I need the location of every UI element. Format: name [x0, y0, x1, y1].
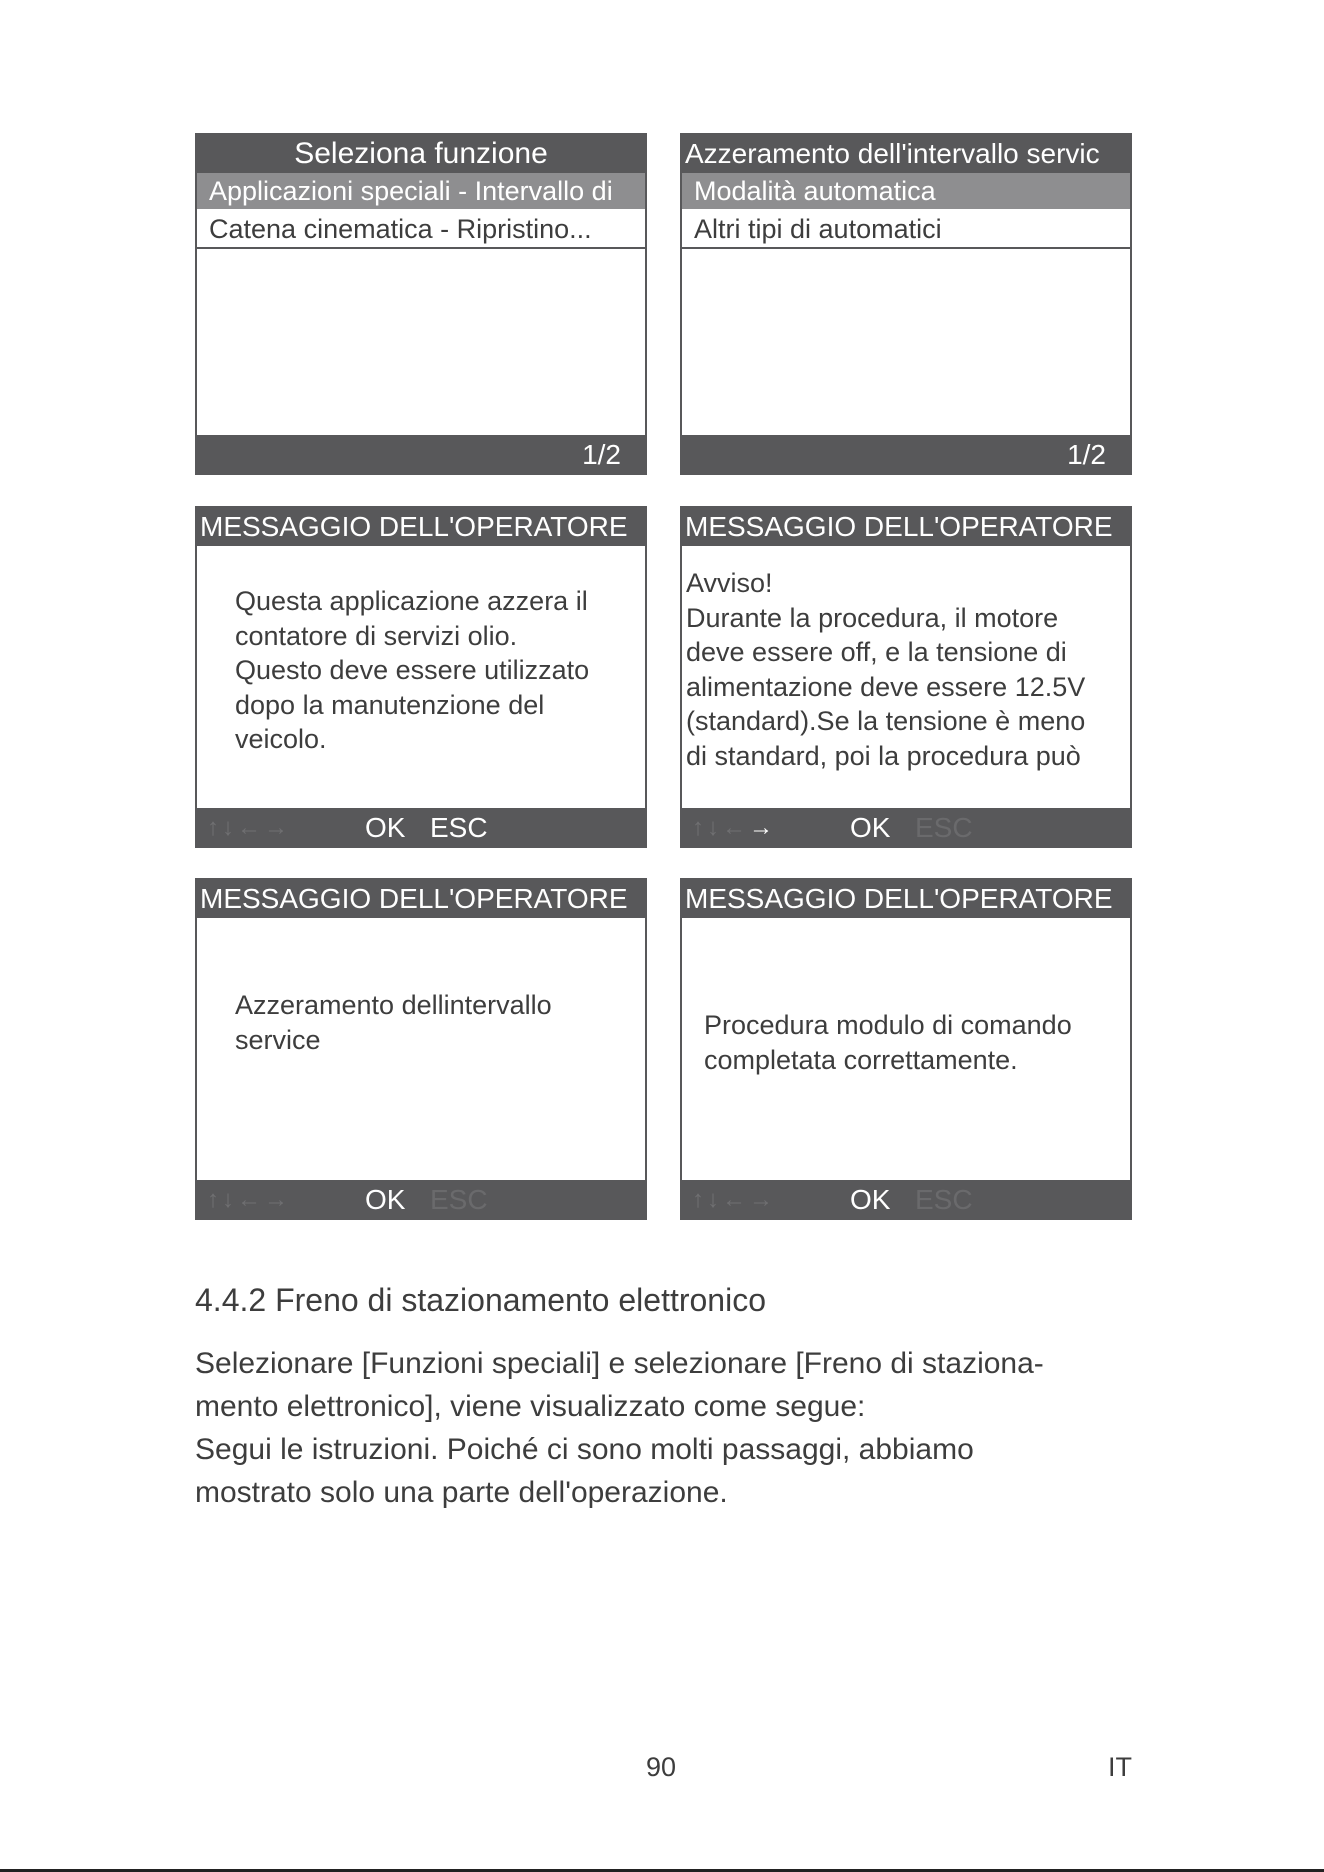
paragraph-line: mento elettronico], viene visualizzato come segue:: [195, 1390, 866, 1423]
menu-item-special-applications[interactable]: Applicazioni speciali - Intervallo di: [197, 173, 645, 211]
language-code: IT: [1108, 1752, 1132, 1782]
screen-title: MESSAGGIO DELL'OPERATORE: [685, 511, 1113, 542]
screen-footer: [195, 1180, 647, 1220]
paragraph-line: Selezionare [Funzioni speciali] e selezionare [Freno di staziona-: [195, 1347, 1044, 1380]
screen-operator-message-complete: [680, 878, 1132, 1220]
nav-arrows: [692, 1180, 776, 1220]
menu-list: [197, 173, 645, 435]
esc-button[interactable]: ESC: [430, 812, 488, 843]
ok-button[interactable]: OK: [365, 1184, 406, 1215]
message-body: [682, 546, 1130, 808]
screen-operator-message-reset: [195, 878, 647, 1220]
screen-title: Seleziona funzione: [294, 137, 548, 170]
arrow-right-icon[interactable]: →: [749, 814, 776, 841]
arrow-down-icon: ↓: [707, 814, 722, 841]
message-text: Procedura modulo di comando completata correttamente.: [704, 1010, 1072, 1075]
screen-footer: [680, 1180, 1132, 1220]
message-body: [682, 918, 1130, 1180]
menu-item-automatic-mode[interactable]: Modalità automatica: [682, 173, 1130, 211]
menu-item-other-automatic[interactable]: Altri tipi di automatici: [682, 211, 1130, 249]
arrow-up-icon: ↑: [207, 814, 222, 841]
screen-footer: [195, 808, 647, 848]
message-body: [197, 918, 645, 1180]
screen-title: MESSAGGIO DELL'OPERATORE: [200, 511, 628, 542]
arrow-right-icon: →: [749, 1186, 776, 1213]
screen-operator-message-warning: [680, 506, 1132, 848]
arrow-right-icon: →: [264, 814, 291, 841]
screen-title: MESSAGGIO DELL'OPERATORE: [200, 883, 628, 914]
screen-title: Azzeramento dell'intervallo servic: [685, 138, 1100, 169]
ok-button[interactable]: OK: [850, 812, 891, 843]
arrow-up-icon: ↑: [692, 814, 707, 841]
ok-button[interactable]: OK: [850, 1184, 891, 1215]
screen-operator-message-info: [195, 506, 647, 848]
paragraph-line: Segui le istruzioni. Poiché ci sono molti passaggi, abbiamo: [195, 1433, 974, 1466]
message-body: [197, 546, 645, 808]
arrow-right-icon: →: [264, 1186, 291, 1213]
nav-arrows: [207, 808, 291, 848]
page-number: 90: [646, 1752, 677, 1782]
nav-arrows: [692, 808, 776, 848]
arrow-left-icon: ←: [722, 814, 749, 841]
esc-button: ESC: [430, 1184, 488, 1215]
menu-list: [682, 173, 1130, 435]
screen-footer: [680, 435, 1132, 475]
screen-title: MESSAGGIO DELL'OPERATORE: [685, 883, 1113, 914]
paragraph-line: mostrato solo una parte dell'operazione.: [195, 1476, 728, 1509]
message-text: Avviso! Durante la procedura, il motore deve essere off, e la tensione di alimentazione deve essere 12.5V (standard).Se la tensione è meno di standard, poi la procedura può: [686, 568, 1086, 771]
arrow-down-icon: ↓: [222, 814, 237, 841]
arrow-left-icon: ←: [237, 1186, 264, 1213]
ok-button[interactable]: OK: [365, 812, 406, 843]
page-indicator: 1/2: [1067, 439, 1106, 470]
esc-button: ESC: [915, 1184, 973, 1215]
esc-button: ESC: [915, 812, 973, 843]
screen-select-function: [195, 133, 647, 475]
menu-item-drivetrain[interactable]: Catena cinematica - Ripristino...: [197, 211, 645, 249]
message-text: Azzeramento dellintervallo service: [235, 990, 552, 1055]
page-indicator: 1/2: [582, 439, 621, 470]
arrow-up-icon: ↑: [207, 1186, 222, 1213]
screen-footer: [680, 808, 1132, 848]
section-heading: 4.4.2 Freno di stazionamento elettronico: [195, 1282, 766, 1318]
arrow-up-icon: ↑: [692, 1186, 707, 1213]
arrow-down-icon: ↓: [707, 1186, 722, 1213]
nav-arrows: [207, 1180, 291, 1220]
arrow-left-icon: ←: [237, 814, 264, 841]
screen-footer: [195, 435, 647, 475]
arrow-down-icon: ↓: [222, 1186, 237, 1213]
arrow-left-icon: ←: [722, 1186, 749, 1213]
section-paragraph: [195, 1342, 1155, 1514]
screen-service-reset-menu: [680, 133, 1132, 475]
message-text: Questa applicazione azzera il contatore di servizi olio. Questo deve essere utilizzato dopo la manutenzione del veicolo.: [235, 586, 590, 754]
